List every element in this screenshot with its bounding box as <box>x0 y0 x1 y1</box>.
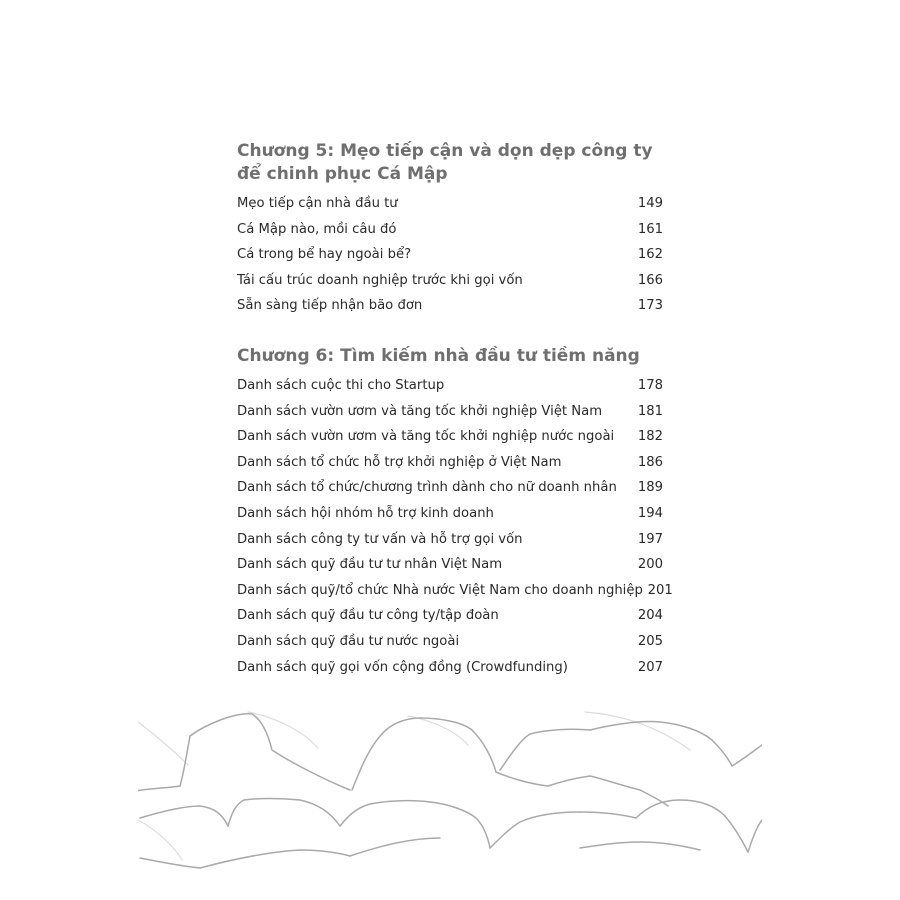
entry-page-number: 207 <box>637 659 663 675</box>
toc-entry[interactable] <box>237 242 663 268</box>
entry-label: Danh sách hội nhóm hỗ trợ kinh doanh <box>237 505 494 521</box>
chapter-title: Chương 6: Tìm kiếm nhà đầu tư tiềm năng <box>237 345 640 366</box>
entry-page-number: 161 <box>637 221 663 237</box>
wave-lower <box>140 799 762 869</box>
entry-page-number: 186 <box>637 454 663 470</box>
entry-page-number: 205 <box>637 633 663 649</box>
entry-page-number: 200 <box>637 557 663 573</box>
entry-page-number: 182 <box>637 429 663 445</box>
entry-label: Danh sách vườn ươm và tăng tốc khởi nghiệp Việt Nam <box>237 403 603 419</box>
entry-label: Mẹo tiếp cận nhà đầu tư <box>237 196 398 211</box>
table-of-contents <box>237 140 673 680</box>
toc-entry[interactable] <box>237 527 663 553</box>
entry-page-number: 178 <box>637 377 663 393</box>
toc-entry[interactable] <box>237 655 663 681</box>
toc-entry[interactable] <box>237 552 663 578</box>
chapter-title: Chương 5: Mẹo tiếp cận và dọn dẹp công ty để chinh phục Cá Mập <box>237 141 653 184</box>
entry-page-number: 197 <box>637 531 663 547</box>
entry-label: Danh sách công ty tư vấn và hỗ trợ gọi vốn <box>237 531 523 547</box>
toc-entry[interactable] <box>237 191 663 217</box>
toc-entry[interactable] <box>237 501 663 527</box>
entry-page-number: 166 <box>637 272 663 288</box>
entry-label: Danh sách cuộc thi cho Startup <box>237 377 445 393</box>
entry-label: Danh sách quỹ/tổ chức Nhà nước Việt Nam cho doanh nghiệp <box>237 582 643 598</box>
toc-entry[interactable] <box>237 475 663 501</box>
entry-page-number: 189 <box>637 480 663 496</box>
toc-entry[interactable] <box>237 424 663 450</box>
chapter-6 <box>237 345 673 680</box>
wave-upper <box>128 714 762 806</box>
toc-entry[interactable] <box>237 629 663 655</box>
entry-page-number: 173 <box>637 298 663 314</box>
entry-label: Danh sách quỹ gọi vốn cộng đồng (Crowdfunding) <box>237 659 568 675</box>
entry-page-number: 194 <box>637 505 663 521</box>
entry-label: Danh sách vườn ươm và tăng tốc khởi nghiệp nước ngoài <box>237 429 615 445</box>
toc-entry[interactable] <box>237 373 663 399</box>
entry-label: Tái cấu trúc doanh nghiệp trước khi gọi vốn <box>237 272 523 288</box>
toc-entry[interactable] <box>237 293 663 319</box>
toc-entry[interactable] <box>237 578 673 604</box>
entry-label: Cá trong bể hay ngoài bể? <box>237 247 412 263</box>
entry-label: Danh sách quỹ đầu tư công ty/tập đoàn <box>237 608 499 624</box>
entry-label: Danh sách tổ chức/chương trình dành cho nữ doanh nhân <box>237 480 617 496</box>
entry-label: Danh sách quỹ đầu tư nước ngoài <box>237 633 460 649</box>
entry-label: Cá Mập nào, mồi câu đó <box>237 221 397 237</box>
entry-label: Sẵn sàng tiếp nhận bão đơn <box>237 298 423 314</box>
chapter-5 <box>237 140 663 319</box>
toc-entry[interactable] <box>237 399 663 425</box>
toc-entry[interactable] <box>237 268 663 294</box>
entry-page-number: 181 <box>637 403 663 419</box>
entry-page-number: 204 <box>637 608 663 624</box>
wave-light-lines <box>138 712 690 860</box>
entry-page-number: 162 <box>637 247 663 263</box>
entry-page-number: 201 <box>647 582 673 598</box>
toc-entry[interactable] <box>237 603 663 629</box>
entry-page-number: 149 <box>637 196 663 211</box>
entry-label: Danh sách tổ chức hỗ trợ khởi nghiệp ở Việt Nam <box>237 454 562 470</box>
entry-label: Danh sách quỹ đầu tư tư nhân Việt Nam <box>237 557 503 573</box>
toc-entry[interactable] <box>237 450 663 476</box>
toc-entry[interactable] <box>237 217 663 243</box>
